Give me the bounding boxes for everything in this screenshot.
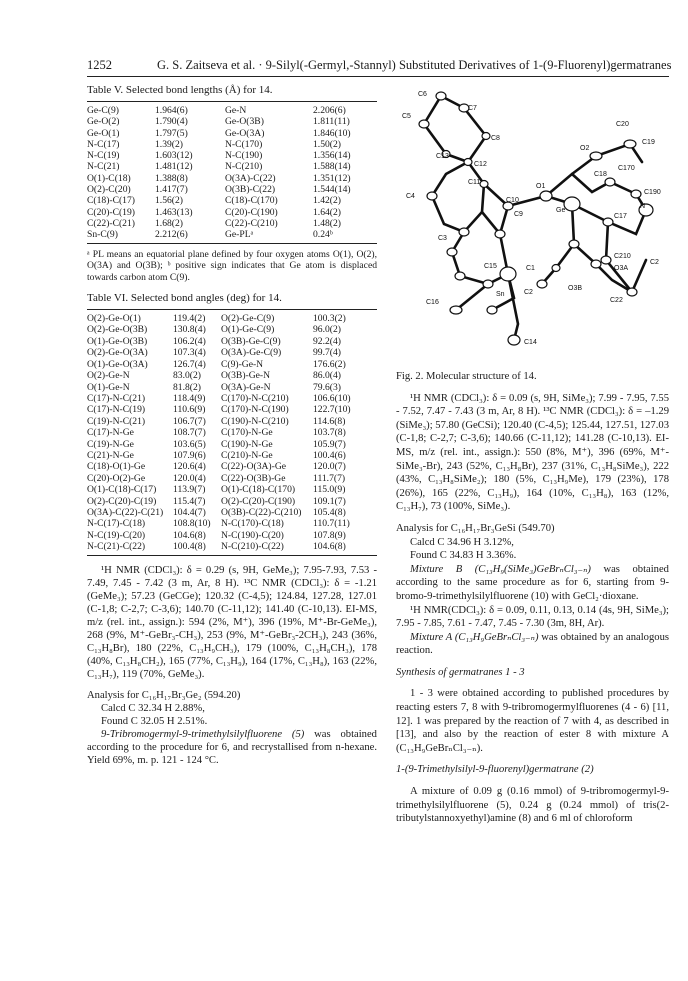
table-cell: Ge-O(3A): [225, 127, 265, 139]
table-cell: 113.9(7): [173, 484, 206, 496]
atom-label: C170: [618, 165, 635, 172]
table-row: [87, 507, 377, 518]
table-cell: C(210)-N-Ge: [221, 449, 273, 461]
table-cell: O(3A)-Ge-N: [221, 381, 271, 393]
table-cell: 100.3(2): [313, 313, 346, 325]
atom-label: C15: [484, 263, 497, 270]
atom-label: C5: [402, 113, 411, 120]
table-cell: O(2)-Ge-O(1): [87, 313, 141, 325]
table-cell: O(1)-C(18)-C(17): [87, 484, 157, 496]
header-rule: [87, 76, 669, 77]
atom-label: N: [640, 203, 646, 210]
found-silyl: Found C 34.83 H 3.36%.: [410, 550, 517, 562]
table5-caption: Table V. Selected bond lengths (Å) for 14.: [87, 84, 273, 96]
table-row: [87, 484, 377, 495]
table-cell: 122.7(10): [313, 404, 351, 416]
table-cell: C(20)-C(190): [225, 206, 278, 218]
table-cell: 1.50(2): [313, 138, 341, 150]
atom-label: C13: [436, 153, 449, 160]
table-cell: 0.24ᵇ: [313, 229, 333, 241]
atom-label: C16: [426, 299, 439, 306]
left-column: [87, 84, 377, 767]
table-cell: O(2)-Ge-C(9): [221, 313, 275, 325]
table-cell: C(22)-O(3A)-Ge: [221, 461, 287, 473]
figure-molecular-structure: [396, 84, 669, 364]
table6-rule-top: [87, 309, 377, 310]
table-cell: O(1)-Ge-N: [87, 381, 130, 393]
table6-caption: Table VI. Selected bond angles (deg) for 14.: [87, 292, 282, 305]
table-cell: 126.7(4): [173, 358, 206, 370]
table-cell: 105.4(8): [313, 506, 346, 518]
atom-label: C4: [406, 193, 415, 200]
calcd-silyl: Calcd C 34.96 H 3.12%,: [410, 536, 514, 548]
calcd-germyl: Calcd C 32.34 H 2.88%,: [101, 702, 205, 714]
atom-label: O1: [536, 183, 546, 190]
table-cell: 104.6(8): [173, 529, 206, 541]
nmr-paragraph-silyl: ¹H NMR (CDCl₃): δ = 0.09 (s, 9H, SiMe₃); 7.99 - 7.95, 7.55 - 7.52, 7.47 - 7.43 (3 m, Ar, 8 H). ¹³C NMR (CDCl₃): δ = –1.29 (SiMe₃); 57.80 (GeCSi); 120.40 (C-4,5); 125.44, 127.51, 127.03 (C-1,8; C-2,7; C-3,6); 140.66 (C-11,12); 141.28 (C-10,13). EI-MS, m/z (rel. int., assign.): 550 (8%, M⁺), 396 (69%, M⁺-SiMe₃-Br), 243 (52%, C₁₃H₈Br), 237 (31%, C₁₃H₈SiMe₃), 222 (43%, C₁₃H₈SiMe₂); 180 (5%, C₁₃H₉Me), 179 (23%), 178 (26%), 165 (22%, C₁₃H₉), 164 (10%, C₁₃H₈), 163 (12%, C₁₃H₇), 73 (100%, SiMe₃).: [396, 392, 669, 513]
table-cell: O(1)-C(18): [87, 172, 131, 184]
table-cell: O(3B)-Ge-N: [221, 370, 271, 382]
table-cell: C(18)-O(1)-Ge: [87, 461, 146, 473]
table-cell: C(170)-N-C(210): [221, 392, 289, 404]
table-cell: 104.6(8): [313, 541, 346, 553]
table-row: [87, 184, 377, 195]
table-cell: N-C(19)-C(20): [87, 529, 146, 541]
table5-footnote: ᵃ PL means an equatorial plane defined by four oxygen atoms O(1), O(2), O(3A) and O(3B); ᵇ positive sign indicates that Ge atom is displaced towards carbon atom C(9).: [87, 248, 377, 283]
nmr-paragraph-mixture: ¹H NMR(CDCl₃): δ = 0.09, 0.11, 0.13, 0.14 (4s, 9H, SiMe₃); 7.95 - 7.85, 7.61 - 7.47, 7.45 - 7.30 (3m, 8H, Ar).: [396, 604, 669, 630]
table-cell: 1.603(12): [155, 150, 193, 162]
table-cell: C(170)-N-Ge: [221, 427, 273, 439]
table-cell: O(2)-Ge-O(3B): [87, 324, 148, 336]
mixture-a-text: was obtained by an analogous reaction.: [396, 631, 669, 657]
table-row: [87, 518, 377, 529]
table-cell: 1.797(5): [155, 127, 188, 139]
table-cell: 1.846(10): [313, 127, 351, 139]
table-cell: N-C(190): [225, 150, 263, 162]
table-cell: 107.8(9): [313, 529, 346, 541]
atom-label: C7: [468, 105, 477, 112]
table-cell: 119.4(2): [173, 313, 206, 325]
table6-rule-bottom: [87, 555, 377, 556]
table-cell: 1.42(2): [313, 195, 341, 207]
table-cell: C(22)-C(210): [225, 217, 278, 229]
table-row: [87, 359, 377, 370]
table-cell: 2.206(6): [313, 105, 346, 116]
table-cell: 1.588(14): [313, 161, 351, 173]
table-row: [87, 161, 377, 172]
table-row: [87, 173, 377, 184]
table-cell: Ge-PLᵃ: [225, 229, 254, 241]
table-cell: C(9)-Ge-N: [221, 358, 264, 370]
table-cell: 105.9(7): [313, 438, 346, 450]
table-cell: C(22)-C(21): [87, 217, 135, 229]
table-cell: C(20)-C(19): [87, 206, 135, 218]
atom-label: Sn: [496, 291, 505, 298]
page-number: 1252: [87, 58, 112, 72]
table-cell: O(3B)-C(22)-C(210): [221, 506, 302, 518]
table-cell: 1.463(13): [155, 206, 193, 218]
table-cell: O(3B)-C(22): [225, 184, 276, 196]
table-cell: 1.68(2): [155, 217, 183, 229]
table-cell: C(17)-N-Ge: [87, 427, 134, 439]
atom-label: C2: [524, 289, 533, 296]
table-cell: Ge-O(3B): [225, 116, 264, 128]
atom-label: C8: [491, 135, 500, 142]
atom-label: C2: [650, 259, 659, 266]
table-cell: 110.6(9): [173, 404, 206, 416]
atom-label: C19: [642, 139, 655, 146]
table-row: [87, 427, 377, 438]
atom-label: C3: [438, 235, 447, 242]
table-cell: C(20)-O(2)-Ge: [87, 472, 146, 484]
synthesis-paragraph: 1 - 3 were obtained according to published procedures by reacting esters 7, 8 with 9-tribromogermylfluorenes (4 - 6) [11, 12]. 1 was prepared by the reaction of 7 with 4, as described in [13], and also by the reaction of ester 8 with mixture A (C₁₃H₉GeBrₙCl₃₋ₙ).: [396, 688, 669, 754]
atom-label: C6: [418, 91, 427, 98]
atom-label: C18: [594, 171, 607, 178]
table-cell: O(1)-C(18)-C(170): [221, 484, 296, 496]
atom-label: C1: [526, 265, 535, 272]
table-cell: 1.64(2): [313, 206, 341, 218]
synthesis-heading: Synthesis of germatranes 1 - 3: [396, 666, 525, 678]
table-cell: Ge-O(2): [87, 116, 120, 128]
table-cell: 1.964(6): [155, 105, 188, 116]
table-cell: 1.56(2): [155, 195, 183, 207]
table-cell: 108.8(10): [173, 518, 211, 530]
table-row: [87, 382, 377, 393]
table-cell: 1.417(7): [155, 184, 188, 196]
compound5-title: 9-Tribromogermyl-9-trimethylsilylfluorene (5): [101, 728, 305, 740]
table-row: [87, 473, 377, 484]
table-cell: 130.8(4): [173, 324, 206, 336]
mixture-a-paragraph: [396, 631, 669, 658]
table-cell: 81.8(2): [173, 381, 201, 393]
table-cell: Sn-C(9): [87, 229, 118, 241]
table-cell: C(190)-N-Ge: [221, 438, 273, 450]
table-row: [87, 393, 377, 404]
table-row: [87, 461, 377, 472]
table-cell: N-C(210)-C(22): [221, 541, 284, 553]
table-cell: O(1)-Ge-O(3A): [87, 358, 148, 370]
table-cell: 79.6(3): [313, 381, 341, 393]
table-row: [87, 324, 377, 335]
table-cell: O(2)-Ge-N: [87, 370, 130, 382]
table-cell: 120.6(4): [173, 461, 206, 473]
running-title: G. S. Zaitseva et al. · 9-Silyl(-Germyl,-Stannyl) Substituted Derivatives of 1-(9-Fluorenyl)germatranes: [157, 58, 672, 72]
table-cell: 106.2(4): [173, 335, 206, 347]
compound2-heading: 1-(9-Trimethylsilyl-9-fluorenyl)germatrane (2): [396, 764, 594, 776]
table-cell: N-C(19): [87, 150, 120, 162]
right-column: [396, 84, 669, 826]
table-row: [87, 150, 377, 161]
atom-label: C12: [474, 161, 487, 168]
table-cell: O(2)-C(20)-C(19): [87, 495, 157, 507]
table-cell: Ge-O(1): [87, 127, 120, 139]
table-row: [87, 370, 377, 381]
table6-bond-angles: [87, 313, 377, 553]
table5-bond-lengths: [87, 105, 377, 241]
table-row: [87, 347, 377, 358]
table-cell: C(190)-N-C(210): [221, 415, 289, 427]
table-cell: 1.811(11): [313, 116, 350, 128]
nmr-paragraph-germyl: ¹H NMR (CDCl₃): δ = 0.29 (s, 9H, GeMe₃); 7.95-7.93, 7.53 - 7.49, 7.45 - 7.42 (3 m, Ar, 8 H). ¹³C NMR (CDCl₃): δ = -1.21 (GeMe₃); 57.23 (GeCGe); 120.32 (C-4,5); 124.84, 127.28, 127.01 (C-1,8; C-2,7; C-3,6); 140.70 (C-11,12); 141.40 (C-10,13). EI-MS, m/z (rel. int., assign.): 594 (2%, M⁺), 396 (19%, M⁺-Br-GeMe₃), 268 (9%, M⁺-GeBr₃-CH₃), 253 (9%, M⁺-GeBr₃-2CH₃), 243 (36%, C₁₃H₈Br), 180 (22%, C₁₃H₉CH₃), 179 (100%, C₁₃H₈CH₃), 178 (40%, C₁₃H₈CH₂), 165 (77%, C₁₃H₉), 164 (17%, C₁₃H₈), 163 (22%, C₁₃H₇), 119 (70%, GeMe₃).: [87, 564, 377, 680]
table-cell: C(18)-C(17): [87, 195, 135, 207]
atom-label: O3A: [614, 265, 629, 272]
table5-rule-top: [87, 101, 377, 102]
atom-label: C14: [524, 339, 537, 346]
table-cell: Ge-N: [225, 105, 247, 116]
table-row: [87, 336, 377, 347]
mixture-b-paragraph: [396, 563, 669, 604]
table-row: [87, 530, 377, 541]
table-cell: O(3B)-Ge-C(9): [221, 335, 281, 347]
table-cell: O(3A)-Ge-C(9): [221, 347, 282, 359]
table-cell: 115.0(9): [313, 484, 346, 496]
table-cell: 108.7(7): [173, 427, 206, 439]
table-cell: 99.7(4): [313, 347, 341, 359]
atom-label: C210: [614, 253, 631, 260]
table-row: [87, 541, 377, 552]
table-cell: C(17)-N-C(19): [87, 404, 146, 416]
table-cell: 176.6(2): [313, 358, 346, 370]
table-cell: O(1)-Ge-O(3B): [87, 335, 148, 347]
table-cell: 1.48(2): [313, 217, 341, 229]
table-cell: 1.544(14): [313, 184, 351, 196]
atom-label: C20: [616, 121, 629, 128]
table-row: [87, 416, 377, 427]
figure-caption: Fig. 2. Molecular structure of 14.: [396, 371, 537, 382]
table-cell: N-C(210): [225, 161, 263, 173]
table-cell: 1.356(14): [313, 150, 351, 162]
table-cell: O(3A)-C(22): [225, 172, 276, 184]
table-row: [87, 439, 377, 450]
table-cell: O(2)-C(20): [87, 184, 131, 196]
table-cell: 106.6(10): [313, 392, 351, 404]
table-cell: 107.9(6): [173, 449, 206, 461]
table-cell: 106.7(7): [173, 415, 206, 427]
table-cell: 1.481(12): [155, 161, 193, 173]
table-cell: 96.0(2): [313, 324, 341, 336]
table-cell: N-C(17)-C(18): [87, 518, 146, 530]
table-row: [87, 450, 377, 461]
table-cell: N-C(170): [225, 138, 263, 150]
atom-label: O3B: [568, 285, 583, 292]
table-cell: N-C(21): [87, 161, 120, 173]
table-cell: 111.7(7): [313, 472, 346, 484]
table-row: [87, 105, 377, 116]
table-cell: C(22)-O(3B)-Ge: [221, 472, 286, 484]
table-cell: 100.4(6): [313, 449, 346, 461]
table-row: [87, 229, 377, 240]
table-cell: O(2)-Ge-O(3A): [87, 347, 148, 359]
found-germyl: Found C 32.05 H 2.51%.: [101, 715, 208, 727]
atom-label: C11: [468, 179, 481, 186]
table-row: [87, 207, 377, 218]
atom-label: Ge: [556, 207, 566, 214]
table-cell: 114.6(8): [313, 415, 346, 427]
table-cell: N-C(17): [87, 138, 120, 150]
table-cell: C(21)-N-Ge: [87, 449, 134, 461]
table-cell: O(1)-Ge-C(9): [221, 324, 275, 336]
compound2-paragraph: A mixture of 0.09 g (0.16 mmol) of 9-tribromogermyl-9-trimethylsilylfluorene (5), 0.24 g (0.24 mmol) of tris(2-tributylstannoxyethyl)amine (8) and 6 ml of chloroform: [396, 786, 669, 825]
mixture-a-title: Mixture A (C₁₃H₉GeBrₙCl₃₋ₙ): [410, 631, 539, 643]
atom-label: C17: [614, 213, 627, 220]
table-cell: 92.2(4): [313, 335, 341, 347]
table-cell: O(3A)-C(22)-C(21): [87, 506, 164, 518]
table-row: [87, 496, 377, 507]
atom-label: C190: [644, 189, 661, 196]
table-cell: Ge-C(9): [87, 105, 119, 116]
table-row: [87, 195, 377, 206]
mixture-b-text: was obtained according to the same procedure as for 6, starting from 9-bromo-9-trimethylsilylfluorene (10) with GeCl₂·dioxane.: [396, 563, 669, 602]
table-row: [87, 116, 377, 127]
table-cell: 107.3(4): [173, 347, 206, 359]
table-cell: C(19)-N-Ge: [87, 438, 134, 450]
compound5-paragraph: [87, 728, 377, 767]
table-cell: 2.212(6): [155, 229, 188, 241]
table-cell: 1.39(2): [155, 138, 183, 150]
table-cell: 103.6(5): [173, 438, 206, 450]
table-cell: 118.4(9): [173, 392, 206, 404]
analysis-germyl: Analysis for C₁₆H₁₇Br₃Ge₂ (594.20): [87, 689, 241, 701]
table-cell: 115.4(7): [173, 495, 206, 507]
table-cell: O(2)-C(20)-C(190): [221, 495, 296, 507]
compound5-text: was obtained according to the procedure for 6, and recrystallised from n-hexane. Yield 69%, m. p. 121 - 124 °C.: [87, 728, 377, 766]
table-cell: C(170)-N-C(190): [221, 404, 289, 416]
table-cell: 1.790(4): [155, 116, 188, 128]
atom-label: C9: [514, 211, 523, 218]
table-cell: C(17)-N-C(21): [87, 392, 146, 404]
table5-rule-bottom: [87, 243, 377, 244]
table-cell: 103.7(8): [313, 427, 346, 439]
mixture-b-title: Mixture B (C₁₃H₉(SiMe₃)GeBrₙCl₃₋ₙ): [410, 563, 591, 575]
ortep-diagram: [396, 84, 669, 356]
table-row: [87, 139, 377, 150]
table-cell: 1.351(12): [313, 172, 351, 184]
table-row: [87, 218, 377, 229]
atom-label: C22: [610, 297, 623, 304]
analysis-silyl: Analysis for C₁₆H₁₇Br₃GeSi (549.70): [396, 522, 555, 534]
table-cell: N-C(21)-C(22): [87, 541, 146, 553]
table-cell: 100.4(8): [173, 541, 206, 553]
table-cell: C(18)-C(170): [225, 195, 278, 207]
table-cell: 1.388(8): [155, 172, 188, 184]
atom-label: C10: [506, 197, 519, 204]
table-cell: 83.0(2): [173, 370, 201, 382]
table-cell: 120.0(4): [173, 472, 206, 484]
table-cell: 104.4(7): [173, 506, 206, 518]
table-cell: C(19)-N-C(21): [87, 415, 146, 427]
table-cell: 109.1(7): [313, 495, 346, 507]
table-row: [87, 128, 377, 139]
table-cell: 86.0(4): [313, 370, 341, 382]
table-row: [87, 313, 377, 324]
table-cell: 120.0(7): [313, 461, 346, 473]
table-cell: N-C(170)-C(18): [221, 518, 284, 530]
table-cell: 110.7(11): [313, 518, 350, 530]
table-cell: N-C(190)-C(20): [221, 529, 284, 541]
table-row: [87, 404, 377, 415]
atom-label: O2: [580, 145, 590, 152]
